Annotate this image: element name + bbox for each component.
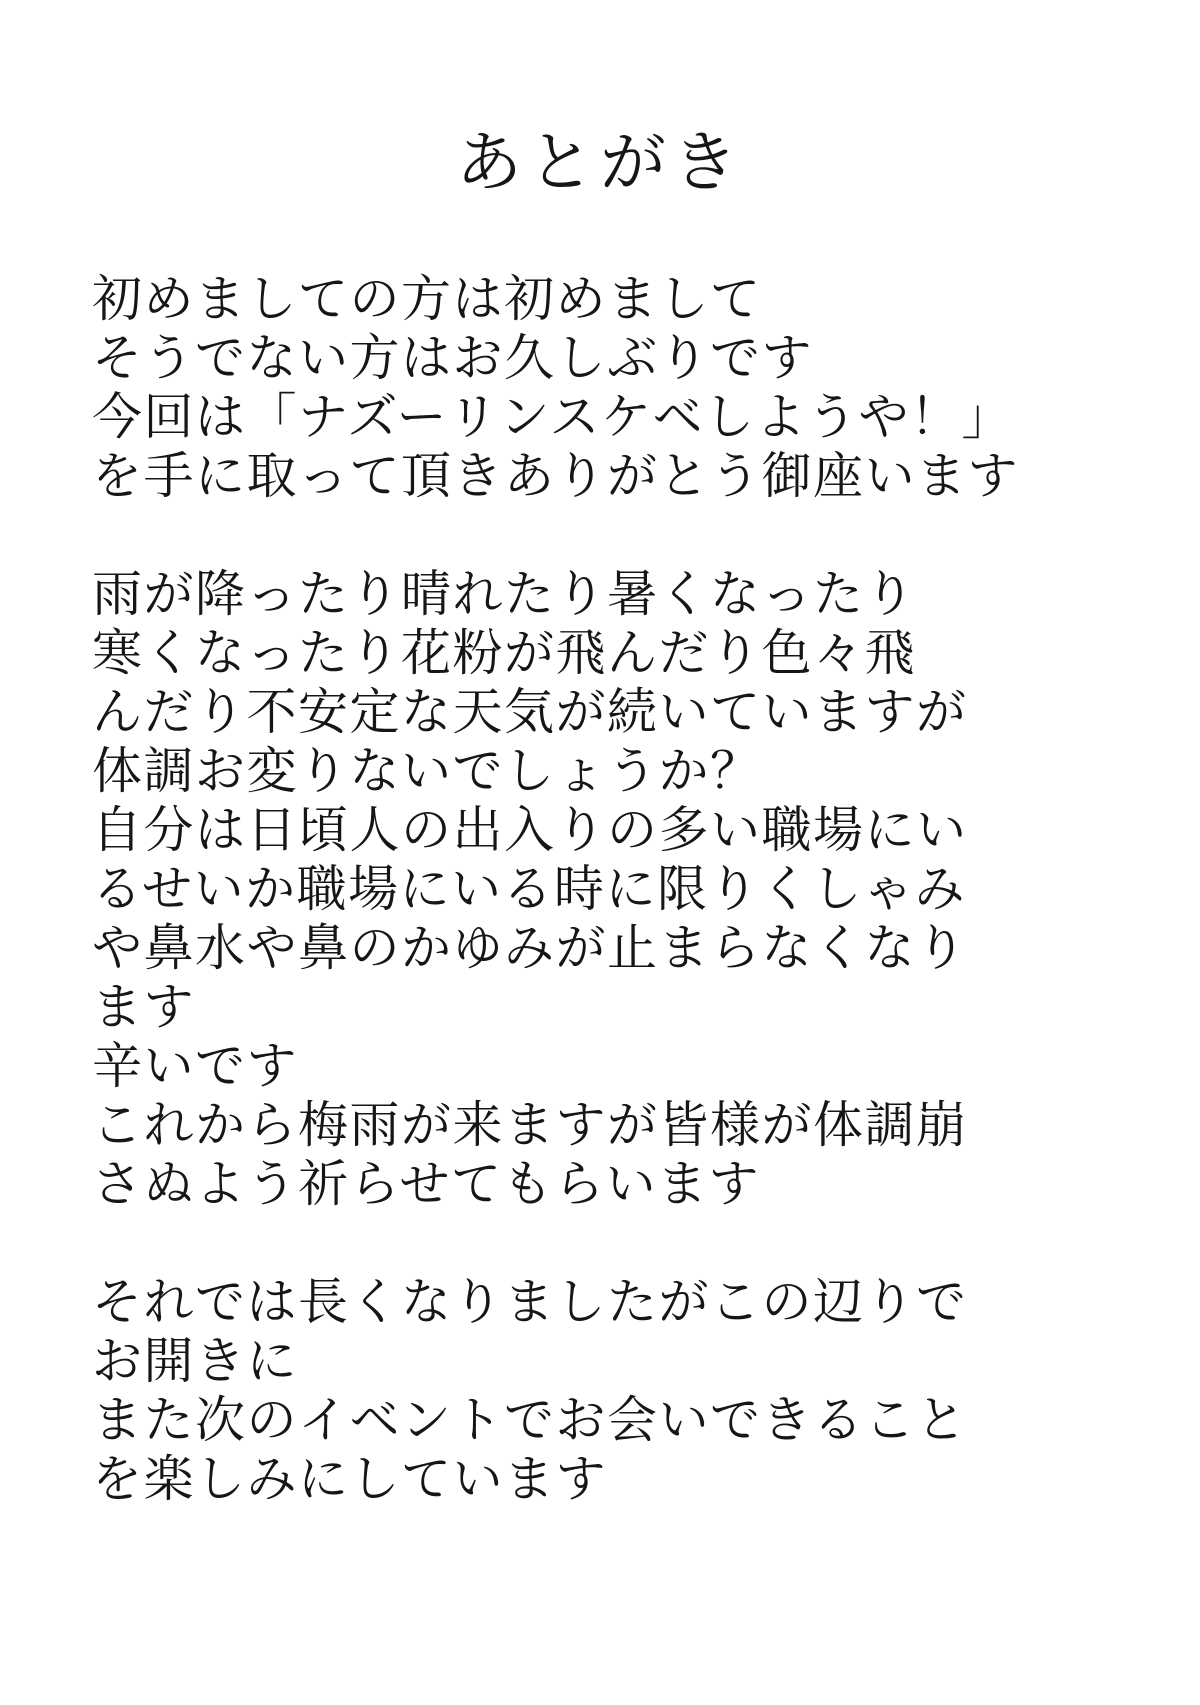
text-line: 体調お変りないでしょうか？ <box>92 742 762 800</box>
paragraph-3 <box>92 1273 1172 1509</box>
afterword-body <box>92 270 1172 1509</box>
text-line: 今回は「ナズーリンスケベしようや！」 <box>92 388 1013 446</box>
text-line: それでは長くなりましたがこの辺りで <box>92 1273 968 1331</box>
text-line: ます <box>92 978 195 1036</box>
text-line: 辛いです <box>92 1037 298 1095</box>
paragraph-2 <box>92 565 1172 1214</box>
page-title: あとがき <box>456 124 744 201</box>
text-line: 自分は日頃人の出入りの多い職場にい <box>92 801 968 859</box>
paragraph-1 <box>92 270 1172 506</box>
text-line: そうでない方はお久しぶりです <box>92 329 813 387</box>
text-line: 雨が降ったり晴れたり暑くなったり <box>92 565 916 623</box>
text-line: 寒くなったり花粉が飛んだり色々飛 <box>92 624 916 682</box>
text-line: お開きに <box>92 1332 298 1390</box>
text-line: を手に取って頂きありがとう御座います <box>92 447 1019 505</box>
text-line: や鼻水や鼻のかゆみが止まらなくなり <box>92 919 968 977</box>
text-line: んだり不安定な天気が続いていますが <box>92 683 968 741</box>
text-line: これから梅雨が来ますが皆様が体調崩 <box>92 1096 968 1154</box>
text-line: を楽しみにしています <box>92 1450 607 1508</box>
text-line: るせいか職場にいる時に限りくしゃみ <box>92 860 966 918</box>
paragraph-spacer <box>92 506 1172 565</box>
text-line: 初めましての方は初めまして <box>92 270 762 328</box>
text-line: さぬよう祈らせてもらいます <box>92 1155 760 1213</box>
paragraph-spacer <box>92 1214 1172 1273</box>
text-line: また次のイベントでお会いできること <box>92 1391 968 1449</box>
